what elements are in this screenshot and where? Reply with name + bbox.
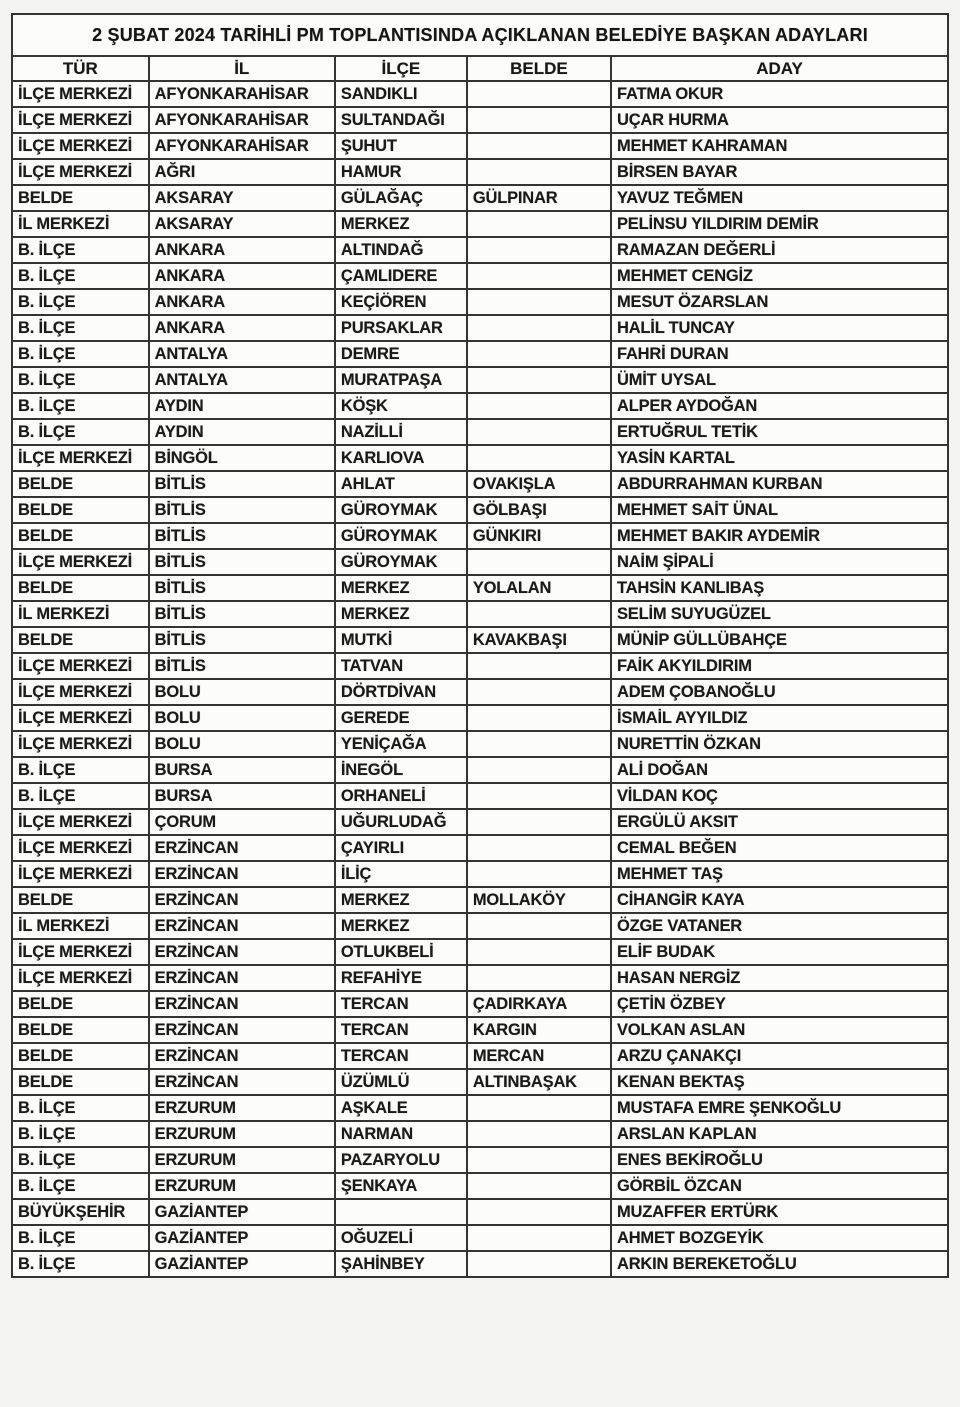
cell-tur: B. İLÇE: [12, 1121, 149, 1147]
cell-aday: ADEM ÇOBANOĞLU: [611, 679, 948, 705]
cell-il: ANTALYA: [149, 341, 335, 367]
cell-il: GAZİANTEP: [149, 1225, 335, 1251]
cell-tur: B. İLÇE: [12, 237, 149, 263]
cell-il: BİNGÖL: [149, 445, 335, 471]
cell-ilce: OĞUZELİ: [335, 1225, 467, 1251]
cell-belde: [467, 965, 611, 991]
table-row: [12, 861, 948, 887]
cell-aday: CİHANGİR KAYA: [611, 887, 948, 913]
cell-tur: İLÇE MERKEZİ: [12, 445, 149, 471]
cell-belde: [467, 913, 611, 939]
cell-belde: [467, 653, 611, 679]
cell-ilce: MERKEZ: [335, 887, 467, 913]
table-row: [12, 1147, 948, 1173]
cell-aday: MEHMET TAŞ: [611, 861, 948, 887]
cell-belde: [467, 315, 611, 341]
cell-tur: B. İLÇE: [12, 263, 149, 289]
cell-aday: ALPER AYDOĞAN: [611, 393, 948, 419]
cell-il: BURSA: [149, 783, 335, 809]
cell-ilce: UĞURLUDAĞ: [335, 809, 467, 835]
cell-tur: İLÇE MERKEZİ: [12, 653, 149, 679]
cell-tur: BELDE: [12, 523, 149, 549]
cell-aday: MUZAFFER ERTÜRK: [611, 1199, 948, 1225]
cell-ilce: AŞKALE: [335, 1095, 467, 1121]
cell-aday: ERTUĞRUL TETİK: [611, 419, 948, 445]
cell-aday: MEHMET BAKIR AYDEMİR: [611, 523, 948, 549]
cell-ilce: REFAHİYE: [335, 965, 467, 991]
cell-aday: ÖZGE VATANER: [611, 913, 948, 939]
cell-il: ERZURUM: [149, 1121, 335, 1147]
cell-aday: FAHRİ DURAN: [611, 341, 948, 367]
table-row: [12, 705, 948, 731]
table-row: [12, 263, 948, 289]
cell-tur: B. İLÇE: [12, 1225, 149, 1251]
cell-ilce: DEMRE: [335, 341, 467, 367]
cell-belde: [467, 81, 611, 107]
cell-tur: BELDE: [12, 627, 149, 653]
cell-belde: [467, 1121, 611, 1147]
cell-belde: [467, 419, 611, 445]
cell-ilce: MUTKİ: [335, 627, 467, 653]
cell-ilce: NAZİLLİ: [335, 419, 467, 445]
candidates-table: [11, 13, 949, 1278]
table-row: [12, 445, 948, 471]
cell-belde: [467, 1199, 611, 1225]
cell-ilce: ŞAHİNBEY: [335, 1251, 467, 1277]
cell-aday: TAHSİN KANLIBAŞ: [611, 575, 948, 601]
table-row: [12, 965, 948, 991]
cell-aday: MESUT ÖZARSLAN: [611, 289, 948, 315]
column-header-belde: BELDE: [467, 56, 611, 81]
cell-ilce: SULTANDAĞI: [335, 107, 467, 133]
cell-tur: BELDE: [12, 497, 149, 523]
cell-aday: ALİ DOĞAN: [611, 757, 948, 783]
cell-il: AFYONKARAHİSAR: [149, 107, 335, 133]
table-row: [12, 731, 948, 757]
cell-belde: [467, 263, 611, 289]
cell-il: GAZİANTEP: [149, 1251, 335, 1277]
cell-ilce: ÇAYIRLI: [335, 835, 467, 861]
cell-il: ANKARA: [149, 237, 335, 263]
cell-ilce: GÜLAĞAÇ: [335, 185, 467, 211]
table-body: [12, 81, 948, 1277]
cell-ilce: ORHANELİ: [335, 783, 467, 809]
cell-tur: İL MERKEZİ: [12, 211, 149, 237]
cell-ilce: [335, 1199, 467, 1225]
cell-tur: B. İLÇE: [12, 1147, 149, 1173]
cell-aday: HASAN NERGİZ: [611, 965, 948, 991]
cell-il: ÇORUM: [149, 809, 335, 835]
cell-tur: İLÇE MERKEZİ: [12, 549, 149, 575]
cell-ilce: HAMUR: [335, 159, 467, 185]
cell-belde: [467, 757, 611, 783]
cell-belde: ALTINBAŞAK: [467, 1069, 611, 1095]
cell-tur: İLÇE MERKEZİ: [12, 809, 149, 835]
cell-ilce: NARMAN: [335, 1121, 467, 1147]
cell-belde: GÜLPINAR: [467, 185, 611, 211]
cell-ilce: İNEGÖL: [335, 757, 467, 783]
cell-belde: ÇADIRKAYA: [467, 991, 611, 1017]
cell-tur: B. İLÇE: [12, 757, 149, 783]
column-header-il: İL: [149, 56, 335, 81]
table-row: [12, 523, 948, 549]
cell-il: ERZİNCAN: [149, 991, 335, 1017]
table-row: [12, 1017, 948, 1043]
cell-il: BİTLİS: [149, 497, 335, 523]
cell-ilce: ÜZÜMLÜ: [335, 1069, 467, 1095]
table-row: [12, 341, 948, 367]
table-row: [12, 393, 948, 419]
table-row: [12, 289, 948, 315]
cell-aday: MEHMET KAHRAMAN: [611, 133, 948, 159]
cell-aday: CEMAL BEĞEN: [611, 835, 948, 861]
cell-belde: [467, 939, 611, 965]
table-row: [12, 679, 948, 705]
cell-tur: İLÇE MERKEZİ: [12, 107, 149, 133]
cell-ilce: PURSAKLAR: [335, 315, 467, 341]
cell-aday: ÜMİT UYSAL: [611, 367, 948, 393]
cell-il: AKSARAY: [149, 185, 335, 211]
cell-tur: BELDE: [12, 1017, 149, 1043]
cell-tur: İLÇE MERKEZİ: [12, 705, 149, 731]
cell-aday: MUSTAFA EMRE ŞENKOĞLU: [611, 1095, 948, 1121]
table-title: 2 ŞUBAT 2024 TARİHLİ PM TOPLANTISINDA AÇIKLANAN BELEDİYE BAŞKAN ADAYLARI: [12, 14, 948, 56]
cell-aday: MEHMET CENGİZ: [611, 263, 948, 289]
cell-ilce: MERKEZ: [335, 601, 467, 627]
cell-il: ERZİNCAN: [149, 1069, 335, 1095]
cell-belde: [467, 1147, 611, 1173]
cell-tur: BELDE: [12, 991, 149, 1017]
cell-il: BİTLİS: [149, 627, 335, 653]
cell-il: ERZİNCAN: [149, 1017, 335, 1043]
cell-il: BURSA: [149, 757, 335, 783]
cell-belde: [467, 445, 611, 471]
cell-tur: İLÇE MERKEZİ: [12, 679, 149, 705]
cell-il: ERZURUM: [149, 1095, 335, 1121]
cell-aday: ENES BEKİROĞLU: [611, 1147, 948, 1173]
cell-ilce: MERKEZ: [335, 575, 467, 601]
cell-ilce: ALTINDAĞ: [335, 237, 467, 263]
cell-tur: B. İLÇE: [12, 393, 149, 419]
cell-il: ERZİNCAN: [149, 861, 335, 887]
table-row: [12, 497, 948, 523]
cell-belde: [467, 107, 611, 133]
cell-il: BİTLİS: [149, 653, 335, 679]
cell-tur: BELDE: [12, 185, 149, 211]
cell-tur: BELDE: [12, 1043, 149, 1069]
cell-il: ERZİNCAN: [149, 939, 335, 965]
cell-aday: ABDURRAHMAN KURBAN: [611, 471, 948, 497]
cell-tur: B. İLÇE: [12, 315, 149, 341]
table-row: [12, 1251, 948, 1277]
cell-ilce: MERKEZ: [335, 913, 467, 939]
table-row: [12, 939, 948, 965]
table-row: [12, 81, 948, 107]
cell-tur: İLÇE MERKEZİ: [12, 159, 149, 185]
cell-belde: [467, 1173, 611, 1199]
column-header-tur: TÜR: [12, 56, 149, 81]
cell-aday: NURETTİN ÖZKAN: [611, 731, 948, 757]
cell-il: AYDIN: [149, 393, 335, 419]
cell-tur: İLÇE MERKEZİ: [12, 81, 149, 107]
cell-aday: PELİNSU YILDIRIM DEMİR: [611, 211, 948, 237]
table-row: [12, 549, 948, 575]
cell-ilce: GÜROYMAK: [335, 523, 467, 549]
cell-tur: B. İLÇE: [12, 783, 149, 809]
cell-belde: [467, 705, 611, 731]
cell-tur: İL MERKEZİ: [12, 913, 149, 939]
cell-ilce: KEÇİÖREN: [335, 289, 467, 315]
cell-ilce: OTLUKBELİ: [335, 939, 467, 965]
cell-ilce: MURATPAŞA: [335, 367, 467, 393]
cell-il: BOLU: [149, 731, 335, 757]
cell-tur: B. İLÇE: [12, 289, 149, 315]
cell-aday: BİRSEN BAYAR: [611, 159, 948, 185]
cell-il: BOLU: [149, 705, 335, 731]
cell-belde: [467, 393, 611, 419]
cell-il: AKSARAY: [149, 211, 335, 237]
cell-tur: İLÇE MERKEZİ: [12, 965, 149, 991]
cell-il: ERZİNCAN: [149, 913, 335, 939]
table-row: [12, 1069, 948, 1095]
cell-belde: [467, 289, 611, 315]
table-row: [12, 471, 948, 497]
cell-belde: KAVAKBAŞI: [467, 627, 611, 653]
cell-belde: [467, 211, 611, 237]
cell-aday: NAİM ŞİPALİ: [611, 549, 948, 575]
table-row: [12, 1173, 948, 1199]
cell-ilce: GÜROYMAK: [335, 497, 467, 523]
cell-ilce: ŞENKAYA: [335, 1173, 467, 1199]
cell-aday: KENAN BEKTAŞ: [611, 1069, 948, 1095]
cell-tur: B. İLÇE: [12, 341, 149, 367]
table-row: [12, 887, 948, 913]
table-row: [12, 575, 948, 601]
cell-tur: B. İLÇE: [12, 419, 149, 445]
cell-ilce: TERCAN: [335, 1043, 467, 1069]
cell-ilce: DÖRTDİVAN: [335, 679, 467, 705]
cell-aday: İSMAİL AYYILDIZ: [611, 705, 948, 731]
cell-ilce: PAZARYOLU: [335, 1147, 467, 1173]
cell-ilce: KARLIOVA: [335, 445, 467, 471]
cell-aday: RAMAZAN DEĞERLİ: [611, 237, 948, 263]
table-row: [12, 1121, 948, 1147]
cell-il: ERZİNCAN: [149, 887, 335, 913]
cell-belde: GÜNKIRI: [467, 523, 611, 549]
cell-ilce: TERCAN: [335, 1017, 467, 1043]
cell-aday: MÜNİP GÜLLÜBAHÇE: [611, 627, 948, 653]
header-row: [12, 56, 948, 81]
cell-il: BİTLİS: [149, 471, 335, 497]
table-row: [12, 913, 948, 939]
cell-tur: İL MERKEZİ: [12, 601, 149, 627]
cell-aday: SELİM SUYUGÜZEL: [611, 601, 948, 627]
cell-ilce: ÇAMLIDERE: [335, 263, 467, 289]
cell-ilce: YENİÇAĞA: [335, 731, 467, 757]
cell-tur: B. İLÇE: [12, 1095, 149, 1121]
cell-belde: [467, 861, 611, 887]
cell-aday: HALİL TUNCAY: [611, 315, 948, 341]
table-row: [12, 315, 948, 341]
cell-belde: [467, 783, 611, 809]
table-row: [12, 627, 948, 653]
table-row: [12, 159, 948, 185]
cell-il: ERZİNCAN: [149, 835, 335, 861]
cell-tur: İLÇE MERKEZİ: [12, 731, 149, 757]
cell-belde: [467, 679, 611, 705]
table-row: [12, 211, 948, 237]
cell-aday: UÇAR HURMA: [611, 107, 948, 133]
cell-belde: [467, 835, 611, 861]
cell-aday: ÇETİN ÖZBEY: [611, 991, 948, 1017]
cell-il: BİTLİS: [149, 575, 335, 601]
table-row: [12, 237, 948, 263]
cell-ilce: KÖŞK: [335, 393, 467, 419]
cell-aday: YAVUZ TEĞMEN: [611, 185, 948, 211]
cell-belde: MOLLAKÖY: [467, 887, 611, 913]
cell-ilce: ŞUHUT: [335, 133, 467, 159]
cell-tur: B. İLÇE: [12, 1173, 149, 1199]
table-row: [12, 783, 948, 809]
cell-belde: [467, 549, 611, 575]
cell-il: AYDIN: [149, 419, 335, 445]
cell-aday: FATMA OKUR: [611, 81, 948, 107]
table-row: [12, 1095, 948, 1121]
cell-il: ERZİNCAN: [149, 965, 335, 991]
cell-aday: YASİN KARTAL: [611, 445, 948, 471]
cell-il: GAZİANTEP: [149, 1199, 335, 1225]
cell-il: ANKARA: [149, 315, 335, 341]
cell-belde: GÖLBAŞI: [467, 497, 611, 523]
cell-belde: OVAKIŞLA: [467, 471, 611, 497]
cell-belde: KARGIN: [467, 1017, 611, 1043]
cell-tur: B. İLÇE: [12, 1251, 149, 1277]
column-header-ilce: İLÇE: [335, 56, 467, 81]
table-row: [12, 1043, 948, 1069]
cell-belde: [467, 1225, 611, 1251]
cell-tur: BELDE: [12, 575, 149, 601]
cell-belde: [467, 133, 611, 159]
cell-ilce: İLİÇ: [335, 861, 467, 887]
cell-ilce: GEREDE: [335, 705, 467, 731]
cell-aday: ARKIN BEREKETOĞLU: [611, 1251, 948, 1277]
cell-aday: AHMET BOZGEYİK: [611, 1225, 948, 1251]
cell-aday: FAİK AKYILDIRIM: [611, 653, 948, 679]
cell-tur: İLÇE MERKEZİ: [12, 835, 149, 861]
cell-belde: [467, 731, 611, 757]
cell-ilce: TERCAN: [335, 991, 467, 1017]
cell-ilce: AHLAT: [335, 471, 467, 497]
cell-aday: MEHMET SAİT ÜNAL: [611, 497, 948, 523]
cell-aday: GÖRBİL ÖZCAN: [611, 1173, 948, 1199]
cell-il: ANKARA: [149, 263, 335, 289]
cell-il: ERZİNCAN: [149, 1043, 335, 1069]
cell-il: BİTLİS: [149, 601, 335, 627]
table-row: [12, 757, 948, 783]
table-row: [12, 835, 948, 861]
cell-aday: ARZU ÇANAKÇI: [611, 1043, 948, 1069]
cell-aday: VİLDAN KOÇ: [611, 783, 948, 809]
cell-ilce: SANDIKLI: [335, 81, 467, 107]
cell-il: ERZURUM: [149, 1147, 335, 1173]
cell-il: AFYONKARAHİSAR: [149, 133, 335, 159]
table-row: [12, 601, 948, 627]
cell-il: ANKARA: [149, 289, 335, 315]
cell-aday: ELİF BUDAK: [611, 939, 948, 965]
cell-tur: İLÇE MERKEZİ: [12, 133, 149, 159]
table-row: [12, 809, 948, 835]
cell-belde: [467, 1251, 611, 1277]
column-header-aday: ADAY: [611, 56, 948, 81]
table-row: [12, 185, 948, 211]
cell-belde: [467, 367, 611, 393]
cell-ilce: MERKEZ: [335, 211, 467, 237]
table-row: [12, 1225, 948, 1251]
table-row: [12, 991, 948, 1017]
title-row: [12, 14, 948, 56]
cell-belde: [467, 601, 611, 627]
cell-ilce: TATVAN: [335, 653, 467, 679]
table-row: [12, 107, 948, 133]
cell-il: AĞRI: [149, 159, 335, 185]
cell-belde: [467, 159, 611, 185]
cell-belde: [467, 237, 611, 263]
cell-ilce: GÜROYMAK: [335, 549, 467, 575]
cell-il: BİTLİS: [149, 523, 335, 549]
cell-il: BOLU: [149, 679, 335, 705]
cell-belde: [467, 1095, 611, 1121]
cell-il: ANTALYA: [149, 367, 335, 393]
cell-belde: YOLALAN: [467, 575, 611, 601]
table-row: [12, 1199, 948, 1225]
cell-aday: ERGÜLÜ AKSIT: [611, 809, 948, 835]
cell-tur: B. İLÇE: [12, 367, 149, 393]
cell-aday: VOLKAN ASLAN: [611, 1017, 948, 1043]
cell-aday: ARSLAN KAPLAN: [611, 1121, 948, 1147]
cell-tur: İLÇE MERKEZİ: [12, 939, 149, 965]
cell-belde: [467, 341, 611, 367]
table-row: [12, 653, 948, 679]
cell-il: AFYONKARAHİSAR: [149, 81, 335, 107]
cell-il: BİTLİS: [149, 549, 335, 575]
cell-belde: MERCAN: [467, 1043, 611, 1069]
table-row: [12, 367, 948, 393]
cell-tur: BÜYÜKŞEHİR: [12, 1199, 149, 1225]
cell-tur: BELDE: [12, 471, 149, 497]
cell-tur: İLÇE MERKEZİ: [12, 861, 149, 887]
table-row: [12, 133, 948, 159]
cell-belde: [467, 809, 611, 835]
cell-il: ERZURUM: [149, 1173, 335, 1199]
table-row: [12, 419, 948, 445]
cell-tur: BELDE: [12, 887, 149, 913]
cell-tur: BELDE: [12, 1069, 149, 1095]
